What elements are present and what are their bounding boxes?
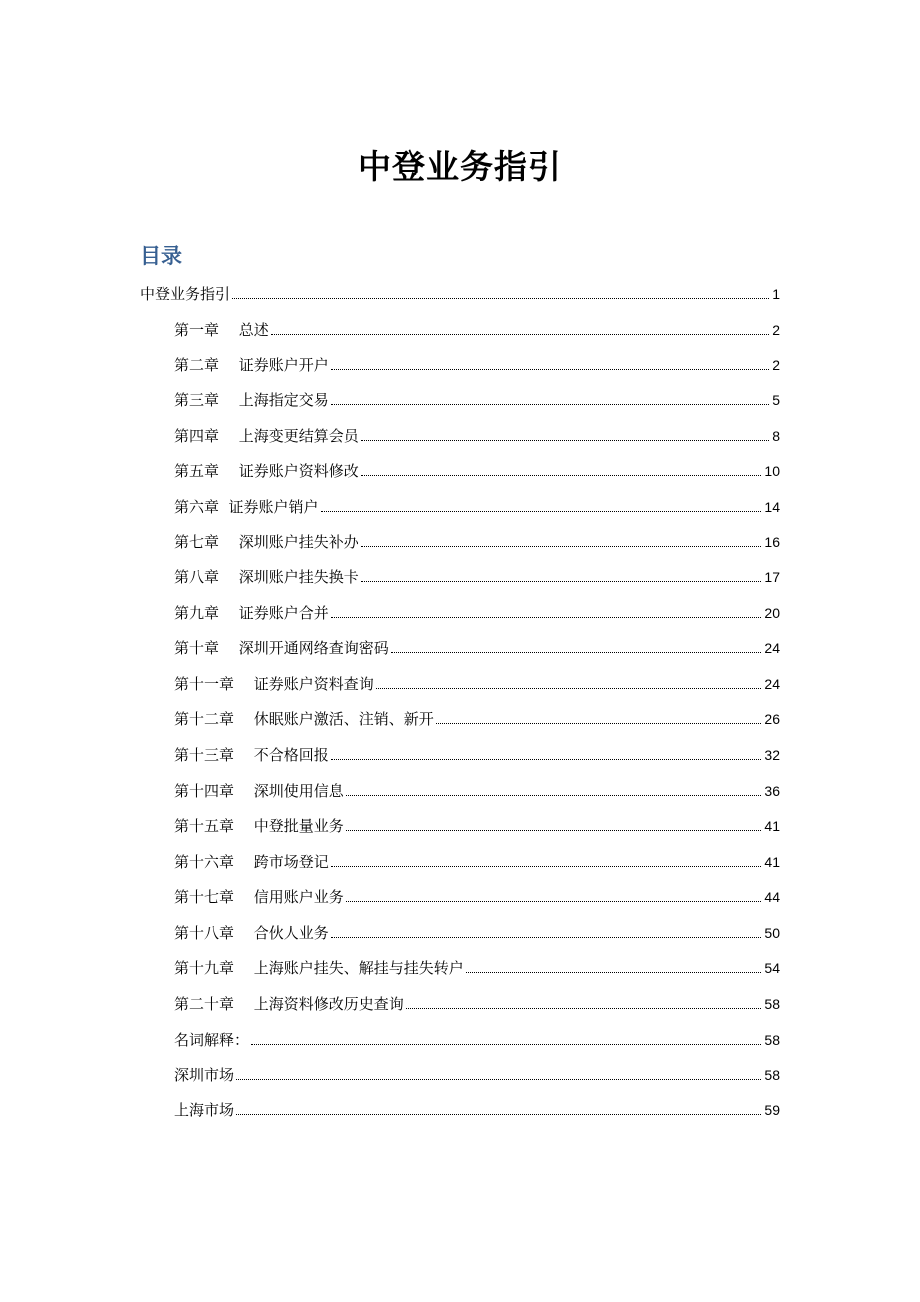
toc-entry-chapter-20[interactable]	[174, 993, 780, 1015]
toc-entry-chapter-13[interactable]	[174, 744, 780, 766]
toc-entry-label: 第六章 证券账户销户	[174, 498, 319, 516]
dot-leader	[346, 830, 762, 831]
toc-entry-chapter-3[interactable]	[174, 389, 780, 411]
toc-entry-chapter-9[interactable]	[174, 602, 780, 624]
toc-entry-page: 50	[764, 925, 780, 941]
dot-leader	[391, 652, 762, 653]
toc-entry-page: 58	[764, 1067, 780, 1083]
dot-leader	[232, 298, 769, 299]
toc-entry-label: 第四章 上海变更结算会员	[174, 427, 359, 445]
dot-leader	[331, 404, 769, 405]
toc-entry-chapter-1[interactable]	[174, 319, 780, 341]
toc-entry-label: 深圳市场	[174, 1066, 235, 1084]
dot-leader	[406, 1008, 762, 1009]
dot-leader	[251, 1044, 761, 1045]
toc-entry-page: 5	[772, 392, 780, 408]
toc-entry-label: 上海市场	[174, 1101, 235, 1119]
toc-entry-page: 36	[764, 783, 780, 799]
dot-leader	[236, 1079, 761, 1080]
dot-leader	[236, 1114, 761, 1115]
toc-entry-chapter-10[interactable]	[174, 637, 780, 659]
toc-entry-label: 第十一章 证券账户资料查询	[174, 675, 374, 693]
toc-entry-page: 17	[764, 569, 780, 585]
dot-leader	[331, 759, 762, 760]
toc-entry-page: 24	[764, 640, 780, 656]
toc-entry-label: 第七章 深圳账户挂失补办	[174, 533, 359, 551]
toc-heading: 目录	[140, 244, 182, 268]
toc-entry-chapter-8[interactable]	[174, 566, 780, 588]
dot-leader	[361, 546, 762, 547]
toc-entry-chapter-2[interactable]	[174, 354, 780, 376]
toc-entry-label: 中登业务指引	[140, 285, 231, 303]
dot-leader	[436, 723, 762, 724]
toc-entry-label: 第九章 证券账户合并	[174, 604, 329, 622]
toc-entry-glossary[interactable]	[174, 1029, 780, 1051]
dot-leader	[271, 334, 769, 335]
toc-entry-label: 第十九章 上海账户挂失、解挂与挂失转户	[174, 959, 464, 977]
toc-entry-chapter-7[interactable]	[174, 531, 780, 553]
toc-entry-chapter-15[interactable]	[174, 815, 780, 837]
toc-entry-label: 第一章 总述	[174, 321, 269, 339]
toc-entry-label: 第八章 深圳账户挂失换卡	[174, 568, 359, 586]
toc-entry-label: 第十八章 合伙人业务	[174, 924, 329, 942]
toc-entry-label: 第二十章 上海资料修改历史查询	[174, 995, 404, 1013]
dot-leader	[321, 511, 762, 512]
dot-leader	[466, 972, 762, 973]
toc-entry-chapter-19[interactable]	[174, 957, 780, 979]
toc-entry-chapter-4[interactable]	[174, 425, 780, 447]
toc-entry-page: 24	[764, 676, 780, 692]
toc-entry-label: 第十三章 不合格回报	[174, 746, 329, 764]
dot-leader	[331, 369, 769, 370]
toc-entry-shanghai-market[interactable]	[174, 1099, 780, 1121]
toc-entry-label: 第十章 深圳开通网络查询密码	[174, 639, 389, 657]
toc-entry-page: 10	[764, 463, 780, 479]
toc-entry-page: 41	[764, 818, 780, 834]
toc-entry-chapter-6[interactable]	[174, 496, 780, 518]
dot-leader	[361, 440, 769, 441]
dot-leader	[376, 688, 762, 689]
toc-entry-page: 2	[772, 357, 780, 373]
toc-entry-label: 第十四章 深圳使用信息	[174, 782, 344, 800]
document-title: 中登业务指引	[358, 147, 562, 186]
toc-entry-chapter-14[interactable]	[174, 780, 780, 802]
toc-entry-page: 14	[764, 499, 780, 515]
toc-entry-label: 第二章 证券账户开户	[174, 356, 329, 374]
toc-entry-chapter-11[interactable]	[174, 673, 780, 695]
toc-entry-chapter-12[interactable]	[174, 708, 780, 730]
dot-leader	[361, 581, 762, 582]
toc-entry-page: 16	[764, 534, 780, 550]
toc-entry-page: 2	[772, 322, 780, 338]
toc-entry-page: 8	[772, 428, 780, 444]
toc-entry-page: 58	[764, 996, 780, 1012]
toc-entry-chapter-17[interactable]	[174, 886, 780, 908]
toc-entry-page: 44	[764, 889, 780, 905]
toc-entry-label: 第十六章 跨市场登记	[174, 853, 329, 871]
toc-entry-label: 第十二章 休眠账户激活、注销、新开	[174, 710, 434, 728]
dot-leader	[331, 617, 762, 618]
toc-entry-page: 1	[772, 286, 780, 302]
dot-leader	[346, 901, 762, 902]
dot-leader	[331, 937, 762, 938]
toc-entry-shenzhen-market[interactable]	[174, 1064, 780, 1086]
toc-entry-label: 第三章 上海指定交易	[174, 391, 329, 409]
toc-entry-chapter-16[interactable]	[174, 851, 780, 873]
toc-entry-page: 59	[764, 1102, 780, 1118]
dot-leader	[346, 795, 762, 796]
toc-entry-label: 第五章 证券账户资料修改	[174, 462, 359, 480]
toc-entry-chapter-5[interactable]	[174, 460, 780, 482]
toc-entry-page: 20	[764, 605, 780, 621]
toc-entry-label: 名词解释：	[174, 1031, 250, 1049]
toc-entry-chapter-18[interactable]	[174, 922, 780, 944]
toc-entry-page: 41	[764, 854, 780, 870]
dot-leader	[361, 475, 762, 476]
toc-entry-page: 58	[764, 1032, 780, 1048]
dot-leader	[331, 866, 762, 867]
toc-entry-label: 第十七章 信用账户业务	[174, 888, 344, 906]
toc-entry-page: 26	[764, 711, 780, 727]
toc-entry-title[interactable]	[140, 283, 780, 305]
toc-entry-page: 54	[764, 960, 780, 976]
toc-entry-label: 第十五章 中登批量业务	[174, 817, 344, 835]
toc-entry-page: 32	[764, 747, 780, 763]
